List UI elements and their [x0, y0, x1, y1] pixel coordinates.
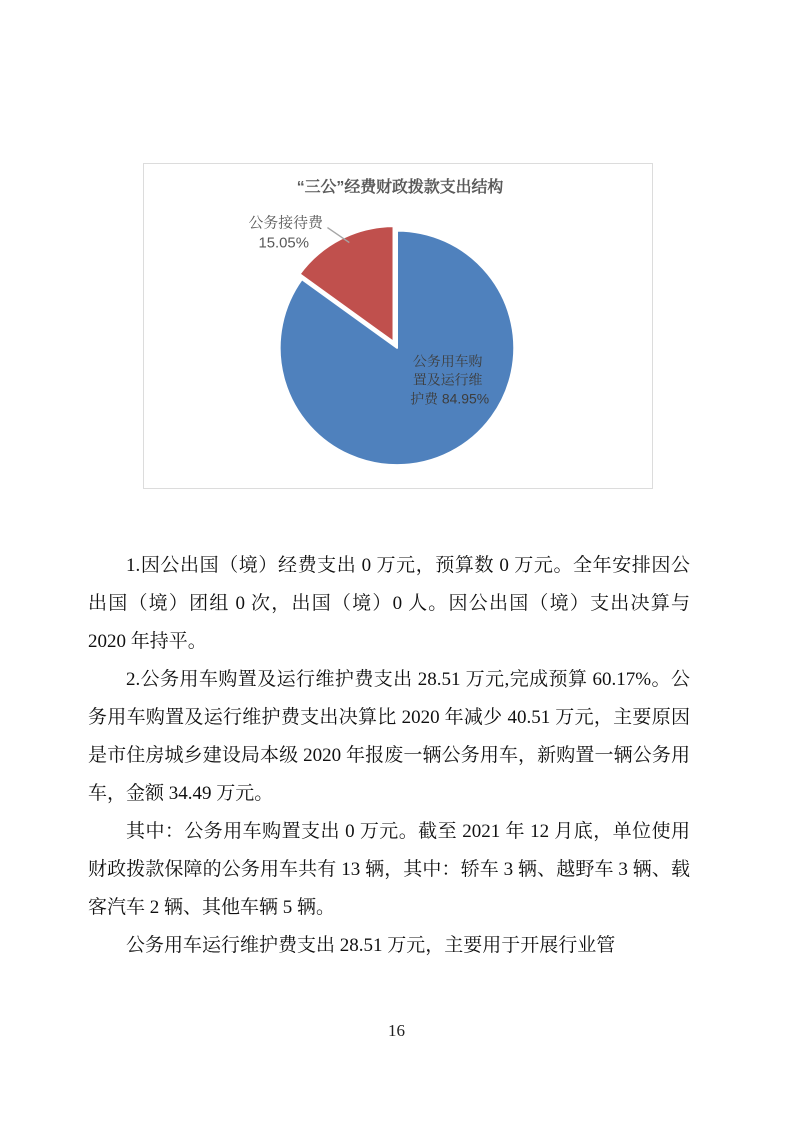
label-vehicle-line1: 公务用车购 [412, 352, 483, 369]
label-vehicle-line3: 护费 84.95% [410, 390, 490, 407]
paragraph-overseas-trips: 1.因公出国（境）经费支出 0 万元，预算数 0 万元。全年安排因公出国（境）团组 0 次，出国（境）0 人。因公出国（境）支出决算与 2020 年持平。 [88, 555, 690, 652]
chart-title: “三公”经费财政拨款支出结构 [296, 178, 504, 196]
page-number: 16 [388, 1021, 405, 1040]
pie-chart-panel [143, 163, 653, 489]
paragraph-vehicle-total: 2.公务用车购置及运行维护费支出 28.51 万元,完成预算 60.17%。公务用车购置及运行维护费支出决算比 2020 年减少 40.51 万元，主要原因是市住房城乡建设局本级 2020 年报废一辆公务用车，新购置一辆公务用车，金额 34.49 万元。 [88, 669, 690, 804]
pie-chart [144, 164, 652, 488]
label-reception-pct: 15.05% [258, 235, 309, 252]
body-text [88, 547, 690, 965]
label-reception-name: 公务接待费 [248, 215, 323, 232]
label-vehicle-line2: 置及运行维 [412, 371, 483, 388]
paragraph-vehicle-breakdown: 其中：公务用车购置支出 0 万元。截至 2021 年 12 月底，单位使用财政拨款保障的公务用车共有 13 辆，其中：轿车 3 辆、越野车 3 辆、载客汽车 2 辆、其他车辆 5 辆。 [88, 821, 690, 918]
paragraph-vehicle-maintenance: 公务用车运行维护费支出 28.51 万元，主要用于开展行业管 [126, 935, 616, 956]
